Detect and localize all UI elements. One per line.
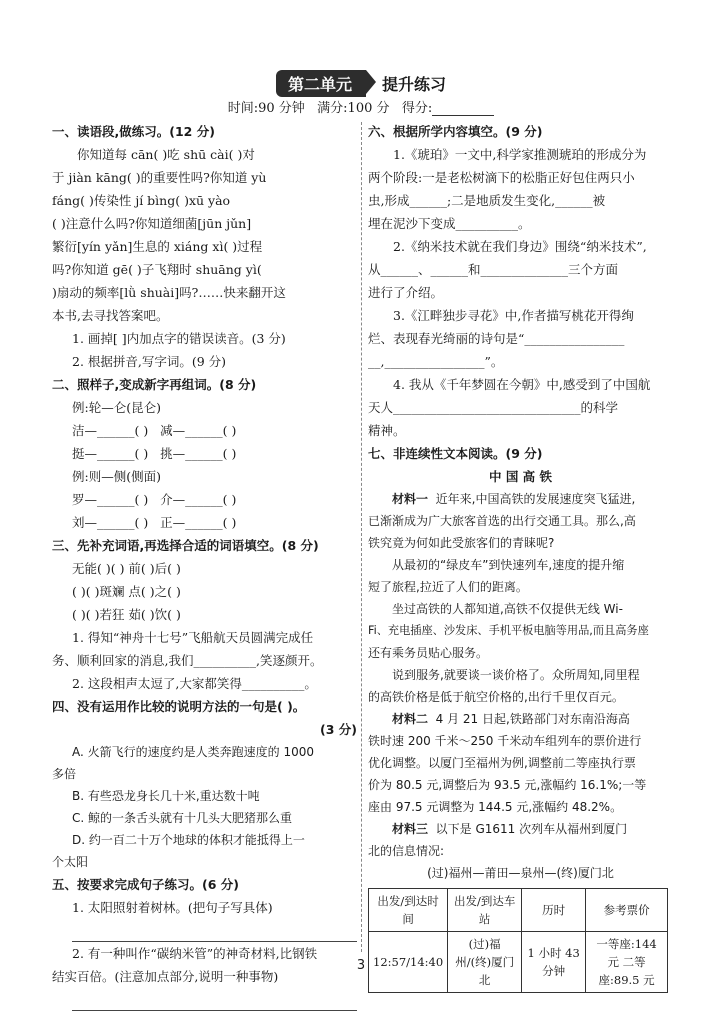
passage-line: 铁时速 200 千米～250 千米动车组列车的票价进行 xyxy=(368,734,642,748)
s6-line: 4. 我从《千年梦圆在今朝》中,感受到了中国航 xyxy=(393,377,651,392)
s5-question-2-cont: 结实百倍。(注意加点部分,说明一种事物) xyxy=(52,969,279,984)
unit-title: 提升练习 xyxy=(382,75,447,94)
time-limit: 时间:90 分钟 xyxy=(227,101,305,116)
s6-line[interactable]: 埋在泥沙下变成__________。 xyxy=(368,216,531,231)
material-2: 材料二 4 月 21 日起,铁路部门对东南沿海高 xyxy=(392,712,630,726)
s6-line: 3.《江畔独步寻花》中,作者描写桃花开得绚 xyxy=(393,308,634,323)
option-d-cont: 个太阳 xyxy=(52,855,89,869)
passage-line: 还有乘务员贴心服务。 xyxy=(368,646,489,660)
s3-idiom-row[interactable]: 无能( )( ) 前( )后( ) xyxy=(72,561,181,576)
option-d[interactable]: D. 约一百二十万个地球的体积才能抵得上一 xyxy=(72,833,305,847)
s2-row[interactable]: 刘—______( ) 正—______( ) xyxy=(72,515,237,530)
s3-question-2[interactable]: 2. 这段相声太逗了,大家都笑得__________。 xyxy=(72,676,317,691)
s5-question-1: 1. 太阳照射着树林。(把句子写具体) xyxy=(72,900,273,915)
table-header-row xyxy=(369,889,668,932)
s1-line: ( )注意什么吗?你知道细菌[jūn jǔn] xyxy=(52,216,252,231)
s2-row[interactable]: 洁—______( ) 减—______( ) xyxy=(72,423,237,438)
material-1: 材料一 近年来,中国高铁的发展速度突飞猛进, xyxy=(392,492,636,506)
section-4-score: (3 分) xyxy=(320,722,357,737)
s6-line[interactable]: 烂、表现春光绮丽的诗句是“________________ xyxy=(368,331,625,346)
s1-line: 于 jiàn kāng( )的重要性吗?你知道 yù xyxy=(52,170,267,185)
table-header: 参考票价 xyxy=(586,889,668,932)
section-5-title: 五、按要求完成句子练习。(6 分) xyxy=(52,877,239,892)
s6-line[interactable]: __,________________”。 xyxy=(368,354,504,369)
passage-line: 座由 97.5 元调整为 144.5 元,涨幅约 48.2%。 xyxy=(368,800,623,814)
answer-line[interactable] xyxy=(72,919,357,942)
s1-line: fáng( )传染性 jí bìng( )xū yào xyxy=(52,193,231,208)
section-3-title: 三、先补充词语,再选择合适的词语填空。(8 分) xyxy=(52,538,319,553)
option-b[interactable]: B. 有些恐龙身长几十米,重达数十吨 xyxy=(72,789,260,803)
s6-line: 2.《纳米技术就在我们身边》围绕“纳米技术”, xyxy=(393,239,647,254)
score-blank[interactable] xyxy=(432,101,494,116)
s6-line: 1.《琥珀》一文中,科学家推测琥珀的形成分为 xyxy=(393,147,647,162)
passage-line: 说到服务,就要谈一谈价格了。众所周知,同里程 xyxy=(392,668,640,682)
s2-example-1: 例:轮—仑(昆仑) xyxy=(72,400,161,415)
exam-meta xyxy=(0,97,722,116)
section-1-title: 一、读语段,做练习。(12 分) xyxy=(52,124,215,139)
passage-line: 的高铁价格是低于航空价格的,出行千里仅百元。 xyxy=(368,690,624,704)
s6-line: 两个阶段:一是老松树滴下的松脂正好包住两只小 xyxy=(368,170,635,185)
s2-example-2: 例:则—侧(侧面) xyxy=(72,469,161,484)
right-column xyxy=(368,120,673,993)
passage-line: 优化调整。以厦门至福州为例,调整前二等座执行票 xyxy=(368,756,636,770)
option-c[interactable]: C. 鲸的一条舌头就有十几头大肥猪那么重 xyxy=(72,811,293,825)
page-number: 3 xyxy=(356,958,366,973)
passage-line: 短了旅程,拉近了人们的距离。 xyxy=(368,580,528,594)
passage-line: 坐过高铁的人都知道,高铁不仅提供无线 Wi- xyxy=(392,602,623,616)
s1-question-1: 1. 画掉[ ]内加点字的错误读音。(3 分) xyxy=(72,331,286,346)
s6-line[interactable]: 天人______________________________的科学 xyxy=(368,400,619,415)
s3-question-1: 1. 得知“神舟十七号”飞船航天员圆满完成任 xyxy=(72,630,314,645)
train-route: (过)福州—莆田—泉州—(终)厦门北 xyxy=(427,866,614,880)
table-header: 出发/到达时间 xyxy=(369,889,448,932)
option-a[interactable]: A. 火箭飞行的速度约是人类奔跑速度的 1000 xyxy=(72,745,314,759)
answer-line[interactable] xyxy=(72,988,357,1011)
unit-header xyxy=(0,70,722,97)
section-7-title: 七、非连续性文本阅读。(9 分) xyxy=(368,446,543,461)
left-column xyxy=(52,120,357,1011)
s1-question-2: 2. 根据拼音,写字词。(9 分) xyxy=(72,354,227,369)
unit-badge: 第二单元 xyxy=(276,70,366,97)
s1-line: 本书,去寻找答案吧。 xyxy=(52,308,169,323)
table-cell: 1 小时 43 分钟 xyxy=(522,932,586,993)
table-cell: 一等座:144 元 二等座:89.5 元 xyxy=(586,932,668,993)
s1-line: 你知道每 cān( )吃 shū cài( )对 xyxy=(77,147,255,162)
s3-idiom-row[interactable]: ( )( )斑斓 点( )之( ) xyxy=(72,584,181,599)
score-label: 得分: xyxy=(401,101,433,116)
full-score: 满分:100 分 xyxy=(317,101,390,116)
passage-heading: 中 国 高 铁 xyxy=(488,469,553,484)
column-divider xyxy=(361,122,362,952)
s1-line: 繁衍[yín yǎn]生息的 xiáng xì( )过程 xyxy=(52,239,263,254)
s1-line: 吗?你知道 gē( )子飞翔时 shuāng yì( xyxy=(52,262,262,277)
s3-idiom-row[interactable]: ( )( )若狂 茹( )饮( ) xyxy=(72,607,181,622)
table-cell: (过)福州/(终)厦门北 xyxy=(448,932,522,993)
train-table xyxy=(368,888,668,993)
s2-row[interactable]: 罗—______( ) 介—______( ) xyxy=(72,492,237,507)
s3-question-1-cont[interactable]: 务、顺利回家的消息,我们__________,笑逐颜开。 xyxy=(52,653,323,668)
s5-question-2: 2. 有一种叫作“碳纳米管”的神奇材料,比钢铁 xyxy=(72,946,318,961)
s6-line[interactable]: 虫,形成______;二是地质发生变化,______被 xyxy=(368,193,606,208)
passage-line: 铁究竟为何如此受旅客们的青睐呢? xyxy=(368,536,555,550)
passage-line: 北的信息情况: xyxy=(368,844,445,858)
table-cell: 12:57/14:40 xyxy=(369,932,448,993)
passage-line: 已渐渐成为广大旅客首选的出行交通工具。那么,高 xyxy=(368,514,636,528)
s6-line: 精神。 xyxy=(368,423,406,438)
passage-line: 从最初的“绿皮车”到快速列车,速度的提升缩 xyxy=(392,558,625,572)
s6-line[interactable]: 从______、______和______________三个方面 xyxy=(368,262,619,277)
s1-line: )扇动的频率[lǜ shuài]吗?……快来翻开这 xyxy=(52,285,286,300)
option-a-cont: 多倍 xyxy=(52,767,77,781)
table-header: 历时 xyxy=(522,889,586,932)
table-header: 出发/到达车站 xyxy=(448,889,522,932)
s2-row[interactable]: 挺—______( ) 挑—______( ) xyxy=(72,446,237,461)
section-6-title: 六、根据所学内容填空。(9 分) xyxy=(368,124,543,139)
s6-line: 进行了介绍。 xyxy=(368,285,444,300)
passage-line: Fi、充电插座、沙发床、手机平板电脑等用品,而且高务座 xyxy=(368,624,649,637)
passage-line: 价为 80.5 元,调整后为 93.5 元,涨幅约 16.1%;一等 xyxy=(368,778,647,792)
section-4-title[interactable]: 四、没有运用作比较的说明方法的一句是( )。 xyxy=(52,699,306,714)
section-2-title: 二、照样子,变成新字再组词。(8 分) xyxy=(52,377,257,392)
material-3: 材料三 以下是 G1611 次列车从福州到厦门 xyxy=(392,822,628,836)
